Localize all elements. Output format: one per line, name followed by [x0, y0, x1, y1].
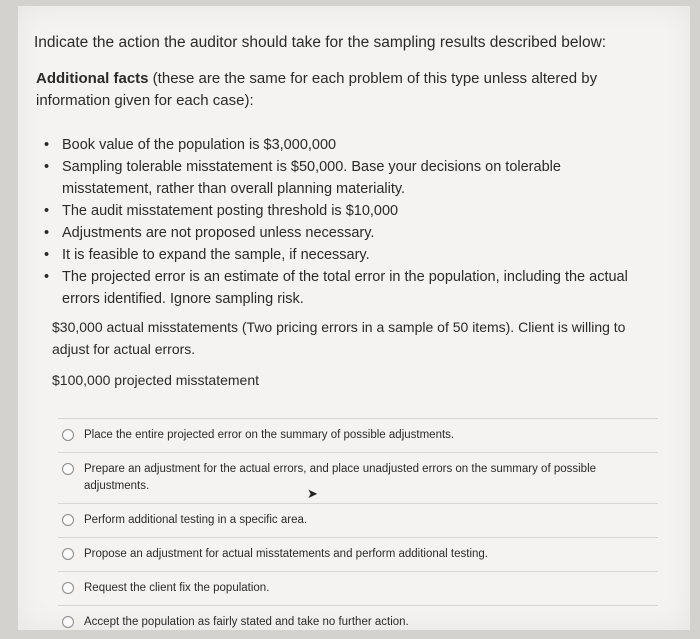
radio-button[interactable] [62, 429, 74, 441]
list-item: • The audit misstatement posting threshold is $10,000 [40, 200, 640, 222]
list-item: • It is feasible to expand the sample, if necessary. [40, 244, 640, 266]
bullet-icon: • [44, 225, 50, 241]
option-place-projected-error[interactable]: Place the entire projected error on the summary of possible adjustments. [58, 418, 658, 452]
bullet-icon: • [44, 159, 50, 175]
radio-button[interactable] [62, 616, 74, 628]
facts-text: (these are the same for each problem of this type unless altered by information given for each case): [36, 70, 598, 109]
option-prepare-adjustment[interactable]: Prepare an adjustment for the actual errors, and place unadjusted errors on the summary of possible adjustments. [58, 452, 658, 503]
option-request-client-fix[interactable]: Request the client fix the population. [58, 571, 658, 605]
additional-facts [36, 68, 646, 112]
bullet-icon: • [44, 137, 50, 153]
list-item: • Sampling tolerable misstatement is $50,000. Base your decisions on tolerable misstatement, rather than overall planning materiality. [40, 156, 640, 200]
question-page [18, 6, 690, 630]
answer-options [58, 418, 658, 639]
option-propose-adjustment-and-test[interactable]: Propose an adjustment for actual misstatements and perform additional testing. [58, 537, 658, 571]
mouse-cursor-icon: ➤ [307, 486, 318, 501]
bullet-icon: • [44, 247, 50, 263]
radio-button[interactable] [62, 548, 74, 560]
facts-label: Additional facts [36, 70, 149, 87]
option-accept-population[interactable]: Accept the population as fairly stated and take no further action. [58, 605, 658, 639]
case-projected-misstatement: $100,000 projected misstatement [52, 372, 260, 388]
facts-list [40, 134, 640, 310]
radio-button[interactable] [62, 514, 74, 526]
bullet-icon: • [44, 203, 50, 219]
question-title: Indicate the action the auditor should take for the sampling results described below: [34, 34, 607, 51]
list-item: • The projected error is an estimate of the total error in the population, including the actual errors identified. Ignore sampling risk. [40, 266, 640, 310]
bullet-icon: • [44, 269, 50, 285]
list-item: • Adjustments are not proposed unless necessary. [40, 222, 640, 244]
radio-button[interactable] [62, 463, 74, 475]
list-item: • Book value of the population is $3,000,000 [40, 134, 640, 156]
option-additional-testing[interactable]: Perform additional testing in a specific area. [58, 503, 658, 537]
case-actual-misstatements: $30,000 actual misstatements (Two pricing errors in a sample of 50 items). Client is willing to adjust for actual errors. [52, 319, 626, 357]
radio-button[interactable] [62, 582, 74, 594]
